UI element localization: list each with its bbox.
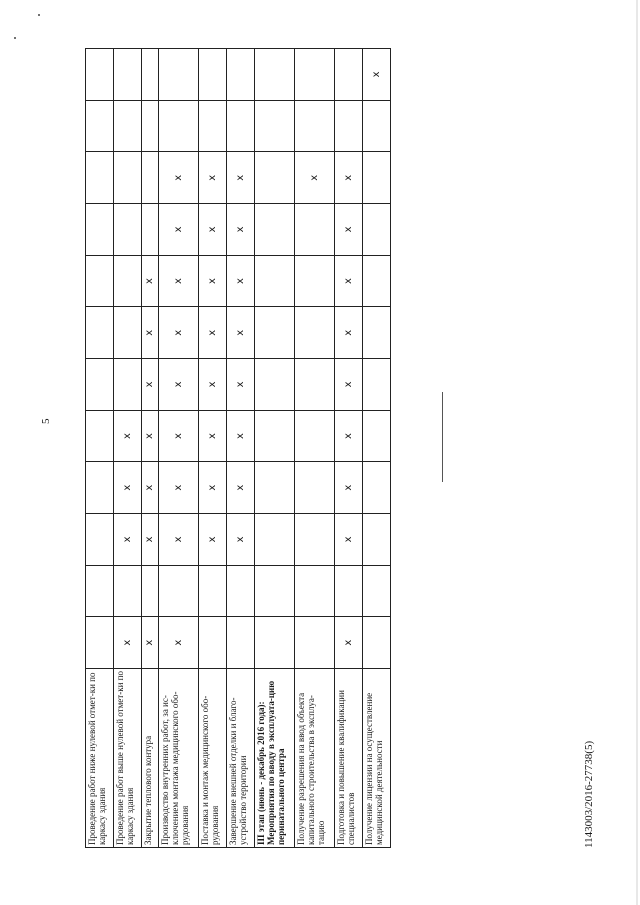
- row-label: Производство внутренних работ, за ис-ключением монтажа медицинского обо-рудования: [158, 669, 198, 848]
- schedule-cell: [86, 255, 114, 307]
- schedule-mark: x: [158, 462, 198, 514]
- schedule-cell: [335, 565, 363, 617]
- schedule-cell: [86, 307, 114, 359]
- table-row: [141, 49, 158, 848]
- schedule-mark: x: [226, 514, 254, 566]
- schedule-mark: x: [158, 410, 198, 462]
- row-label: Поставка и монтаж медицинского обо-рудования: [199, 669, 227, 848]
- schedule-mark: x: [199, 410, 227, 462]
- schedule-cell: [86, 565, 114, 617]
- row-label: Закрытие теплового контура: [141, 669, 158, 848]
- schedule-cell: [335, 100, 363, 152]
- scan-speck: [38, 14, 40, 16]
- schedule-cell: [113, 307, 141, 359]
- schedule-cell: [362, 152, 390, 204]
- schedule-mark: x: [158, 204, 198, 256]
- schedule-cell: [362, 617, 390, 669]
- schedule-mark: x: [335, 152, 363, 204]
- schedule-mark: x: [199, 204, 227, 256]
- schedule-cell: [362, 410, 390, 462]
- schedule-mark: x: [141, 307, 158, 359]
- row-label: Завершение внешней отделки и благо-устройство территории: [226, 669, 254, 848]
- schedule-mark: x: [362, 49, 390, 101]
- row-label: Проведение работ выше нулевой отмет-ки по каркасу здания: [113, 669, 141, 848]
- schedule-cell: [294, 410, 334, 462]
- schedule-mark: x: [335, 359, 363, 411]
- schedule-mark: x: [335, 514, 363, 566]
- schedule-cell: [254, 565, 294, 617]
- schedule-mark: x: [226, 410, 254, 462]
- table-row: [199, 49, 227, 848]
- separator-line: [442, 392, 443, 482]
- schedule-mark: x: [141, 255, 158, 307]
- schedule-cell: [294, 307, 334, 359]
- schedule-cell: [362, 204, 390, 256]
- schedule-mark: x: [158, 617, 198, 669]
- schedule-cell: [86, 204, 114, 256]
- schedule-mark: x: [158, 307, 198, 359]
- schedule-mark: x: [226, 307, 254, 359]
- schedule-mark: x: [158, 152, 198, 204]
- schedule-mark: x: [199, 255, 227, 307]
- schedule-cell: [86, 514, 114, 566]
- table-row: [226, 49, 254, 848]
- table-row: [294, 49, 334, 848]
- schedule-cell: [113, 204, 141, 256]
- schedule-cell: [141, 152, 158, 204]
- schedule-cell: [294, 462, 334, 514]
- schedule-cell: [294, 100, 334, 152]
- schedule-cell: [141, 565, 158, 617]
- schedule-mark: x: [158, 514, 198, 566]
- schedule-mark: x: [226, 204, 254, 256]
- schedule-table-container: [85, 48, 391, 848]
- schedule-cell: [86, 462, 114, 514]
- schedule-cell: [86, 49, 114, 101]
- row-label: Проведение работ ниже нулевой отмет-ки по каркасу здания: [86, 669, 114, 848]
- schedule-cell: [294, 359, 334, 411]
- schedule-mark: x: [335, 307, 363, 359]
- schedule-mark: x: [199, 462, 227, 514]
- schedule-mark: x: [199, 307, 227, 359]
- table-row: [158, 49, 198, 848]
- schedule-cell: [86, 410, 114, 462]
- schedule-mark: x: [226, 255, 254, 307]
- schedule-cell: [254, 617, 294, 669]
- schedule-cell: [254, 410, 294, 462]
- row-label: Получение разрешения на ввод объекта капитального строительства в эксплуа-тацию: [294, 669, 334, 848]
- schedule-cell: [141, 204, 158, 256]
- schedule-cell: [86, 100, 114, 152]
- schedule-mark: x: [113, 514, 141, 566]
- scan-edge: [636, 0, 638, 905]
- schedule-cell: [254, 100, 294, 152]
- table-row: [113, 49, 141, 848]
- schedule-cell: [113, 100, 141, 152]
- schedule-cell: [158, 49, 198, 101]
- schedule-cell: [362, 359, 390, 411]
- schedule-cell: [113, 152, 141, 204]
- schedule-cell: [113, 49, 141, 101]
- schedule-cell: [294, 514, 334, 566]
- schedule-cell: [254, 152, 294, 204]
- schedule-cell: [199, 617, 227, 669]
- schedule-mark: x: [335, 462, 363, 514]
- schedule-mark: x: [294, 152, 334, 204]
- row-label: Получение лицензии на осуществление медицинской деятельности: [362, 669, 390, 848]
- schedule-mark: x: [226, 462, 254, 514]
- schedule-table: [85, 48, 391, 848]
- schedule-cell: [294, 49, 334, 101]
- schedule-mark: x: [141, 514, 158, 566]
- schedule-cell: [226, 565, 254, 617]
- schedule-mark: x: [158, 255, 198, 307]
- schedule-mark: x: [226, 359, 254, 411]
- schedule-cell: [335, 49, 363, 101]
- table-row: [362, 49, 390, 848]
- schedule-cell: [86, 359, 114, 411]
- schedule-cell: [254, 514, 294, 566]
- document-id: 1143003/2016-27738(5): [583, 740, 595, 848]
- schedule-mark: x: [113, 410, 141, 462]
- schedule-mark: x: [335, 410, 363, 462]
- schedule-mark: x: [141, 462, 158, 514]
- schedule-cell: [362, 462, 390, 514]
- schedule-cell: [86, 617, 114, 669]
- schedule-mark: x: [199, 514, 227, 566]
- table-row: [254, 49, 294, 848]
- schedule-mark: x: [158, 359, 198, 411]
- schedule-mark: x: [335, 255, 363, 307]
- schedule-cell: [362, 514, 390, 566]
- row-label: III этап (июнь - декабрь 2016 года): Мероприятия по вводу в эксплуата-цию перинатального центра: [254, 669, 294, 848]
- page-number: 5: [40, 418, 52, 424]
- schedule-cell: [199, 49, 227, 101]
- schedule-cell: [226, 49, 254, 101]
- schedule-cell: [141, 49, 158, 101]
- schedule-cell: [113, 359, 141, 411]
- schedule-cell: [226, 617, 254, 669]
- schedule-mark: x: [141, 617, 158, 669]
- schedule-cell: [254, 307, 294, 359]
- schedule-mark: x: [335, 617, 363, 669]
- schedule-cell: [362, 255, 390, 307]
- schedule-cell: [362, 307, 390, 359]
- schedule-cell: [294, 565, 334, 617]
- schedule-cell: [113, 255, 141, 307]
- table-row: [86, 49, 114, 848]
- schedule-cell: [362, 100, 390, 152]
- row-label: Подготовка и повышение квалификации специалистов: [335, 669, 363, 848]
- schedule-mark: x: [141, 359, 158, 411]
- schedule-cell: [86, 152, 114, 204]
- schedule-mark: x: [226, 152, 254, 204]
- schedule-cell: [294, 617, 334, 669]
- schedule-cell: [254, 204, 294, 256]
- schedule-mark: x: [335, 204, 363, 256]
- schedule-cell: [199, 565, 227, 617]
- schedule-mark: x: [113, 462, 141, 514]
- schedule-cell: [254, 462, 294, 514]
- schedule-mark: x: [199, 152, 227, 204]
- schedule-cell: [294, 255, 334, 307]
- schedule-mark: x: [113, 617, 141, 669]
- schedule-cell: [294, 204, 334, 256]
- schedule-mark: x: [199, 359, 227, 411]
- schedule-cell: [254, 359, 294, 411]
- schedule-cell: [158, 565, 198, 617]
- scan-speck: [14, 37, 16, 39]
- schedule-cell: [141, 100, 158, 152]
- schedule-cell: [113, 565, 141, 617]
- schedule-mark: x: [141, 410, 158, 462]
- schedule-cell: [199, 100, 227, 152]
- schedule-cell: [158, 100, 198, 152]
- schedule-cell: [254, 49, 294, 101]
- schedule-cell: [226, 100, 254, 152]
- table-row: [335, 49, 363, 848]
- schedule-cell: [362, 565, 390, 617]
- schedule-cell: [254, 255, 294, 307]
